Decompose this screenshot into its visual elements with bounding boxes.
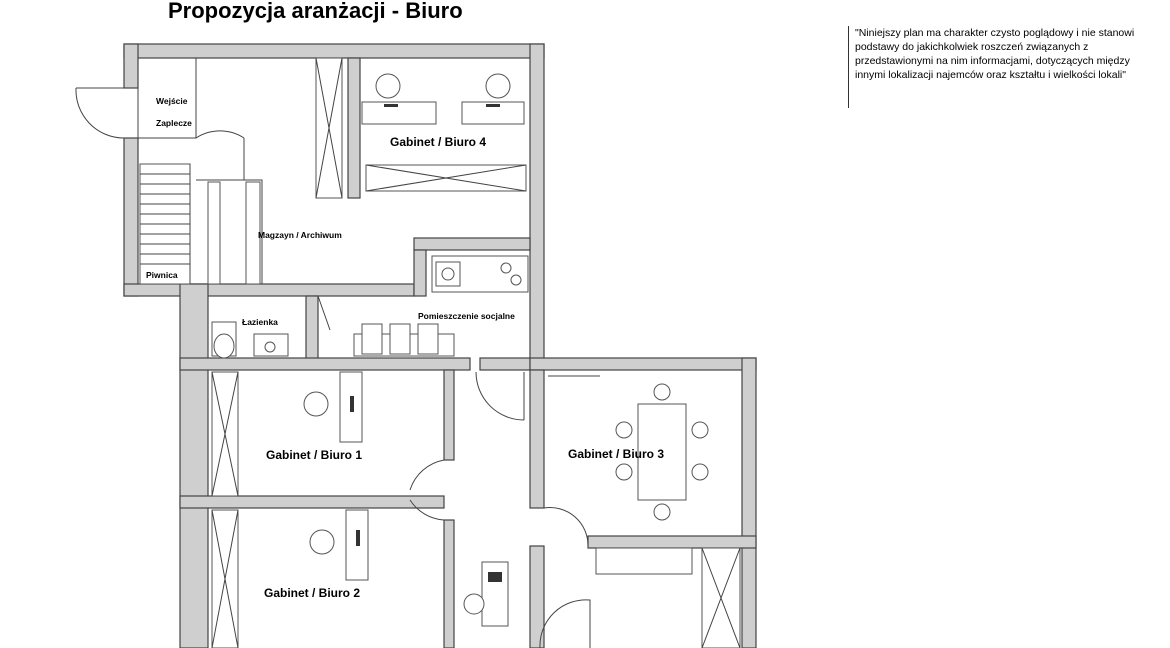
entrance-door[interactable] bbox=[76, 88, 124, 138]
biuro2-furniture bbox=[212, 500, 444, 648]
corridor-desk bbox=[464, 562, 590, 648]
kitchen bbox=[432, 256, 528, 292]
label-gabinet1: Gabinet / Biuro 1 bbox=[266, 448, 363, 462]
plan-title: Propozycja aranżacji - Biuro bbox=[168, 0, 463, 23]
label-lazienka: Łazienka bbox=[242, 317, 278, 327]
biuro3-furniture bbox=[544, 376, 740, 648]
label-wejscie: Wejście bbox=[156, 96, 188, 106]
gabinet4-desks bbox=[362, 74, 524, 124]
social-table bbox=[354, 324, 454, 356]
stairs bbox=[140, 164, 190, 284]
label-zaplecze: Zaplecze bbox=[156, 118, 192, 128]
label-gabinet3: Gabinet / Biuro 3 bbox=[568, 447, 665, 461]
corridor-door[interactable] bbox=[476, 372, 524, 420]
disclaimer-note: "Niniejszy plan ma charakter czysto poglądowy i nie stanowi podstawy do jakichkolwiek roszczeń związanych z przedstawionymi na nim informacjami, dotyczących między innymi lokalizacji najemców oraz kształtu i wielkości lokali" bbox=[848, 26, 1148, 108]
label-magazyn: Magzayn / Archiwum bbox=[258, 230, 342, 240]
label-piwnica: Piwnica bbox=[146, 270, 178, 280]
label-gabinet4: Gabinet / Biuro 4 bbox=[390, 135, 487, 149]
label-socjalne: Pomieszczenie socjalne bbox=[418, 311, 515, 321]
biuro1-furniture bbox=[212, 372, 444, 496]
label-gabinet2: Gabinet / Biuro 2 bbox=[264, 586, 361, 600]
